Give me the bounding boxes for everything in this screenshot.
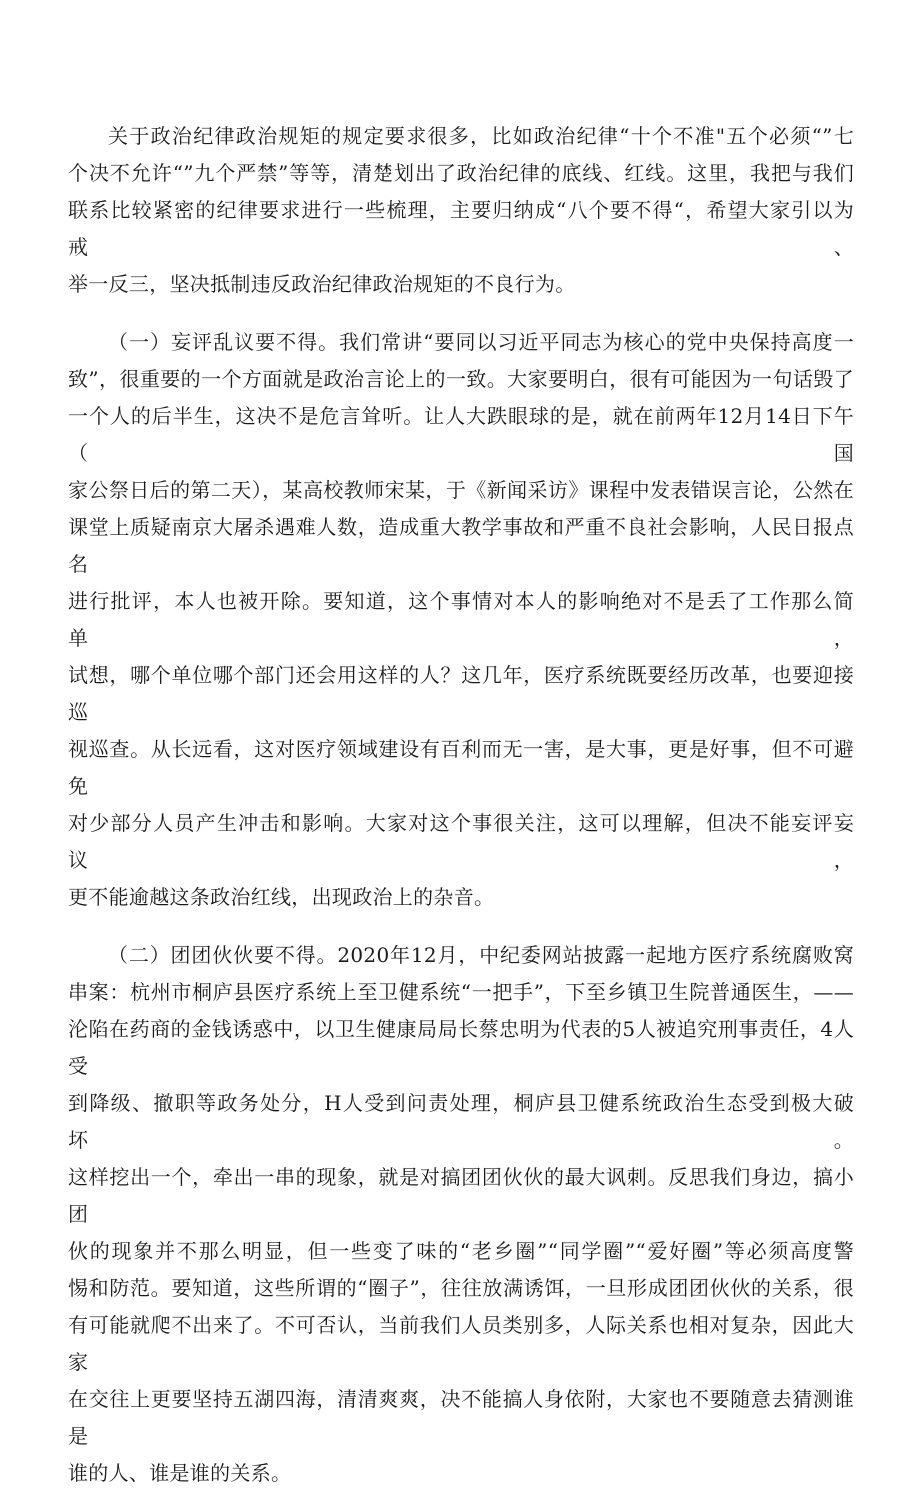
- text-line: （一）妄评乱议要不得。我们常讲“要同以习近平同志为核心的党中央保持高度一: [108, 330, 854, 354]
- text-line: 试想，哪个单位哪个部门还会用这样的人？这几年，医疗系统既要经历改革，也要迎接巡: [68, 663, 854, 724]
- text-line: 举一反三，坚决抵制违反政治纪律政治规矩的不良行为。: [68, 272, 576, 296]
- paragraph-intro: [68, 118, 854, 303]
- text-line: 视巡查。从长远看，这对医疗领域建设有百利而无一害，是大事，更是好事，但不可避免: [68, 737, 854, 798]
- text-line: 进行批评，本人也被开除。要知道，这个事情对本人的影响绝对不是丢了工作那么简单，: [68, 589, 854, 650]
- text-line: 惕和防范。要知道，这些所谓的“圈子”，往往放满诱饵，一旦形成团团伙伙的关系，很: [68, 1276, 854, 1300]
- text-line: 伙的现象并不那么明显，但一些变了味的“老乡圈”“同学圈”“爱好圈”等必须高度警: [68, 1239, 854, 1263]
- text-line: 有可能就爬不出来了。不可否认，当前我们人员类别多，人际关系也相对复杂，因此大家: [68, 1313, 854, 1374]
- text-line: （二）团团伙伙要不得。2020年12月，中纪委网站披露一起地方医疗系统腐败窝: [108, 943, 854, 967]
- paragraph-section-1: [68, 324, 854, 916]
- text-line: 到降级、撤职等政务处分，H人受到问责处理，桐庐县卫健系统政治生态受到极大破坏。: [68, 1091, 854, 1152]
- paragraph-section-2: [68, 937, 854, 1492]
- text-line: 在交往上更要坚持五湖四海，清清爽爽，决不能搞人身依附，大家也不要随意去猜测谁是: [68, 1387, 854, 1448]
- text-line: 沦陷在药商的金钱诱惑中，以卫生健康局局长蔡忠明为代表的5人被追究刑事责任，4人受: [68, 1017, 854, 1078]
- text-line: 这样挖出一个，牵出一串的现象，就是对搞团团伙伙的最大讽刺。反思我们身边，搞小团: [68, 1165, 854, 1226]
- text-line: 家公祭日后的第二天），某高校教师宋某，于《新闻采访》课程中发表错误言论，公然在: [68, 478, 854, 502]
- text-line: 致”，很重要的一个方面就是政治言论上的一致。大家要明白，很有可能因为一句话毁了: [68, 367, 854, 391]
- text-line: 个决不允许“”九个严禁”等等，清楚划出了政治纪律的底线、红线。这里，我把与我们: [68, 161, 854, 185]
- text-line: 更不能逾越这条政治红线，出现政治上的杂音。: [68, 885, 495, 909]
- text-line: 联系比较紧密的纪律要求进行一些梳理，主要归纳成“八个要不得“，希望大家引以为戒、: [68, 198, 854, 259]
- text-line: 谁的人、谁是谁的关系。: [68, 1461, 292, 1485]
- document-body: [68, 118, 854, 1492]
- text-line: 关于政治纪律政治规矩的规定要求很多，比如政治纪律“十个不准"五个必须“”七: [108, 124, 854, 148]
- text-line: 一个人的后半生，这决不是危言耸听。让人大跌眼球的是，就在前两年12月14日下午（国: [68, 404, 854, 465]
- text-line: 串案：杭州市桐庐县医疗系统上至卫健系统“一把手”，下至乡镇卫生院普通医生，——: [68, 980, 854, 1004]
- text-line: 对少部分人员产生冲击和影响。大家对这个事很关注，这可以理解，但决不能妄评妄议，: [68, 811, 854, 872]
- text-line: 课堂上质疑南京大屠杀遇难人数，造成重大教学事故和严重不良社会影响，人民日报点名: [68, 515, 854, 576]
